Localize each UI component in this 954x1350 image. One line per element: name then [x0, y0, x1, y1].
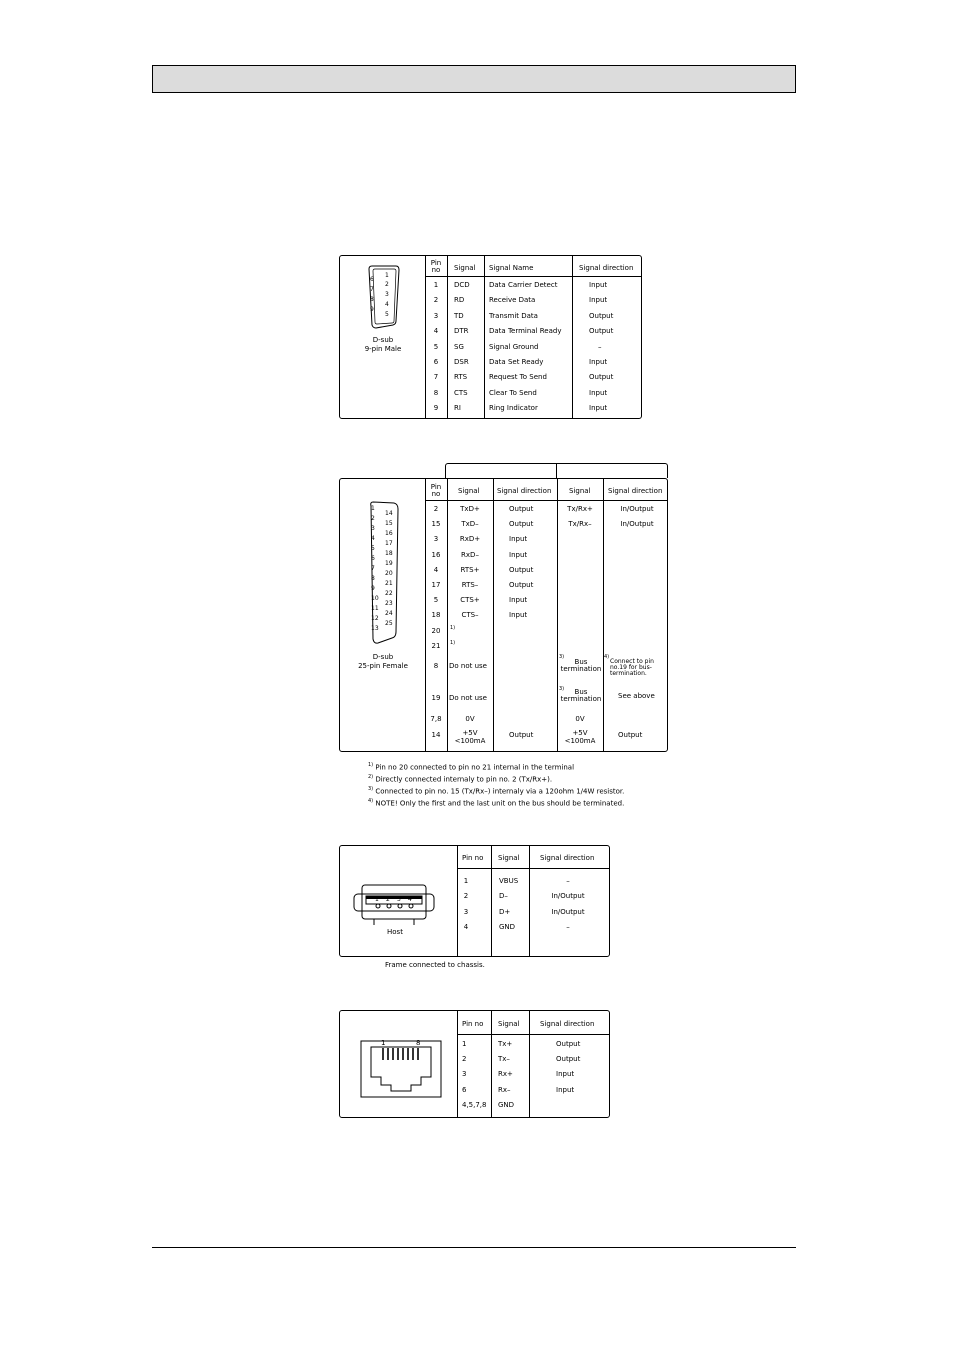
footnote-mark: 4)	[604, 654, 610, 660]
pin-label: 17	[385, 540, 393, 547]
table-cell: Output	[556, 1055, 581, 1064]
pin-label: 11	[371, 605, 379, 612]
table-cell: Input	[556, 1085, 575, 1094]
pin-label: 5	[371, 545, 375, 552]
footnote-mark: 3)	[559, 686, 565, 692]
table-cell: 2	[462, 1055, 467, 1064]
table-cell: TxD–	[461, 520, 479, 529]
column-header: Signal	[458, 487, 480, 495]
column-header: Signal	[454, 264, 476, 272]
pin-label: 24	[385, 610, 393, 617]
column-header: Signal direction	[608, 487, 663, 495]
table-cell: Transmit Data	[489, 311, 538, 320]
table-cell: 1)	[450, 639, 456, 646]
footnote: $^{4)}$ NOTE! Only the first and the last unit on the bus should be terminated.	[368, 798, 625, 808]
pin-label: 22	[385, 590, 393, 597]
table-cell: RTS	[454, 373, 468, 382]
table-cell: Input	[509, 550, 528, 559]
page-header-bar	[152, 65, 796, 93]
table-cell: Output	[556, 1040, 581, 1048]
table-cell: 1	[433, 281, 439, 289]
table-cell: Output	[589, 311, 614, 320]
table-cell: Rx+	[498, 1070, 513, 1079]
table-cell: Signal Ground	[489, 342, 539, 351]
pin-label: 5	[385, 311, 389, 318]
table-cell: 6	[433, 358, 439, 366]
pin-label: 25	[385, 620, 393, 627]
table-cell: 3	[463, 907, 469, 916]
table-cell: GND	[498, 1100, 515, 1109]
table-cell: 20	[431, 626, 441, 635]
table-cell: Data Set Ready	[489, 358, 544, 366]
pin-label: 7	[371, 565, 375, 572]
pin-label: 3	[385, 291, 389, 298]
pin-label: 13	[371, 625, 379, 632]
pin-label: 18	[385, 550, 393, 557]
pin-label: 23	[385, 600, 393, 607]
table-cell: Output	[509, 731, 534, 739]
pin-label: 8	[416, 1039, 421, 1047]
table-cell: VBUS	[499, 877, 519, 885]
footnote-mark: 3)	[559, 654, 565, 660]
table-cell: Data Carrier Detect	[489, 281, 558, 289]
table-cell: 2	[433, 505, 439, 513]
table-cell: D+	[499, 907, 511, 916]
table-cell: Input	[509, 611, 528, 620]
pin-label: 2	[386, 896, 390, 903]
table-cell: 3	[433, 535, 439, 544]
pin-label: 3	[397, 896, 401, 903]
table-cell: Tx–	[498, 1055, 510, 1064]
db25-group-tab-right	[556, 463, 668, 478]
table-cell: Tx/Rx–	[568, 520, 592, 529]
db25-pin-labels	[371, 505, 401, 645]
column-header: Pin no	[430, 483, 442, 498]
column-header: Signal	[498, 1020, 520, 1028]
pin-label: 4	[371, 535, 375, 542]
table-cell: 21	[431, 641, 441, 650]
column-header: Signal direction	[497, 487, 552, 495]
table-cell: In/Output	[620, 505, 654, 513]
pin-label: 1	[381, 1039, 386, 1047]
table-cell: Data Terminal Ready	[489, 327, 562, 336]
usb-pin-labels	[375, 896, 415, 904]
table-cell: 8	[433, 388, 439, 397]
column-header: Signal Name	[489, 264, 534, 272]
table-cell: 8	[433, 662, 439, 670]
pin-label: 12	[371, 615, 379, 622]
table-cell: Input	[589, 358, 608, 366]
column-header: Pin no	[430, 259, 442, 274]
table-cell: CTS	[454, 388, 468, 397]
usb-note: Frame connected to chassis.	[385, 961, 485, 969]
table-cell: RxD–	[461, 550, 479, 559]
pin-label: 19	[385, 560, 393, 567]
table-cell: See above	[618, 692, 655, 700]
table-cell: 16	[431, 550, 441, 559]
pin-label: 8	[371, 575, 375, 582]
table-cell: Output	[509, 520, 534, 529]
pin-label: 6	[371, 555, 375, 562]
db9-caption: D-sub 9-pin Male	[364, 336, 402, 353]
table-cell: 1	[462, 1040, 467, 1048]
pin-label: 2	[385, 281, 389, 288]
table-cell: 0V	[575, 715, 585, 723]
table-cell: Bus termination	[560, 658, 602, 673]
column-header: Signal direction	[540, 1020, 595, 1028]
table-cell: Input	[556, 1070, 575, 1079]
table-cell: Receive Data	[489, 296, 536, 305]
table-cell: RI	[454, 404, 461, 413]
pin-label: 1	[371, 505, 375, 512]
table-cell: 3	[462, 1070, 467, 1079]
table-cell: 7,8	[430, 715, 442, 723]
table-cell: GND	[499, 922, 516, 931]
table-cell: Connect to pin no.19 for bus-termination.	[610, 658, 654, 677]
table-cell: 7	[433, 373, 439, 382]
table-cell: 2	[463, 892, 469, 901]
table-cell: 14	[431, 731, 441, 739]
pin-label: 10	[371, 595, 379, 602]
table-cell: CTS+	[460, 596, 480, 605]
footnote: $^{1)}$ Pin no 20 connected to pin no 21 internal in the terminal	[368, 762, 575, 772]
db25-caption: D-sub 25-pin Female	[358, 653, 408, 670]
table-cell: 4	[463, 922, 469, 931]
table-cell: RTS–	[461, 581, 479, 589]
table-cell: Input	[589, 296, 608, 305]
column-header: Pin no	[462, 854, 484, 862]
pin-label: 20	[385, 570, 393, 577]
table-cell: Output	[589, 373, 614, 382]
table-cell: 4,5,7,8	[462, 1100, 487, 1109]
usb-pinout-table	[339, 845, 610, 957]
pin-label: 14	[385, 510, 393, 517]
table-cell: Do not use	[449, 694, 487, 702]
table-cell: Tx+	[498, 1040, 513, 1048]
table-cell: Ring Indicator	[489, 404, 538, 413]
table-cell: –	[566, 922, 570, 931]
table-cell: 15	[431, 520, 441, 529]
table-cell: 4	[433, 565, 439, 574]
table-cell: TxD+	[460, 505, 480, 513]
table-cell: Input	[589, 281, 608, 289]
pin-label: 4	[408, 896, 412, 903]
db25-group-tab-left	[445, 463, 557, 478]
column-header: Signal	[569, 487, 591, 495]
table-cell: Rx–	[498, 1085, 511, 1094]
footnote: $^{2)}$ Directly connected internaly to pin no. 2 (Tx/Rx+).	[368, 774, 553, 784]
column-header: Signal direction	[540, 854, 595, 862]
table-cell: CTS–	[461, 611, 479, 620]
table-cell: 1)	[450, 624, 456, 631]
usb-caption: Host	[387, 928, 403, 936]
pin-label: 7	[370, 286, 374, 293]
db25-pinout-table	[339, 478, 668, 752]
rj45-connector-drawing	[359, 1029, 443, 1099]
pin-label: 3	[371, 525, 375, 532]
table-cell: DCD	[454, 281, 470, 289]
pin-label: 6	[370, 276, 374, 283]
table-cell: 2	[433, 296, 439, 305]
column-header: Pin no	[462, 1020, 484, 1028]
db9-pin-labels	[370, 272, 400, 322]
table-cell: Input	[509, 596, 528, 605]
db25-footnotes	[368, 762, 688, 812]
table-cell: Output	[509, 565, 534, 574]
table-cell: TD	[454, 311, 464, 320]
pin-label: 9	[371, 585, 375, 592]
table-cell: Output	[509, 505, 534, 513]
table-cell: Input	[589, 404, 608, 413]
column-header: Signal direction	[579, 264, 634, 272]
table-cell: +5V <100mA	[564, 729, 596, 745]
table-cell: D–	[499, 892, 508, 901]
footnote: $^{3)}$ Connected to pin no. 15 (Tx/Rx–) internaly via a 120ohm 1/4W resistor.	[368, 786, 625, 796]
table-cell: 6	[462, 1085, 467, 1094]
table-cell: Do not use	[449, 662, 487, 670]
pin-label: 4	[385, 301, 389, 308]
table-cell: 3	[433, 311, 439, 320]
pin-label: 21	[385, 580, 393, 587]
table-cell: DTR	[454, 327, 469, 336]
table-cell: In/Output	[551, 907, 585, 916]
usb-connector-drawing	[352, 883, 436, 929]
pin-label: 15	[385, 520, 393, 527]
table-cell: RD	[454, 296, 465, 305]
table-cell: –	[566, 877, 570, 885]
table-cell: In/Output	[620, 520, 654, 529]
table-cell: –	[598, 342, 602, 351]
table-cell: SG	[454, 342, 464, 351]
table-cell: Input	[589, 388, 608, 397]
table-cell: 9	[433, 404, 439, 413]
table-cell: Tx/Rx+	[567, 505, 593, 513]
table-cell: Request To Send	[489, 373, 547, 382]
column-header: Signal	[498, 854, 520, 862]
pin-label: 8	[370, 296, 374, 303]
table-cell: Output	[589, 327, 614, 336]
table-cell: RxD+	[459, 535, 481, 544]
pin-label: 1	[375, 896, 379, 903]
table-cell: 4	[433, 327, 439, 336]
db9-pinout-table	[339, 255, 642, 419]
table-cell: +5V <100mA	[454, 729, 486, 745]
table-cell: Clear To Send	[489, 388, 537, 397]
table-cell: Input	[509, 535, 528, 544]
table-cell: DSR	[454, 358, 469, 366]
table-cell: 17	[431, 581, 441, 589]
table-cell: Bus termination	[560, 688, 602, 703]
table-cell: 18	[431, 611, 441, 620]
table-cell: In/Output	[551, 892, 585, 901]
table-cell: 5	[433, 342, 439, 351]
table-cell: Output	[618, 731, 643, 739]
table-cell: 19	[431, 694, 441, 702]
table-cell: 5	[433, 596, 439, 605]
table-cell: RTS+	[460, 565, 480, 574]
pin-label: 9	[370, 306, 374, 313]
pin-label: 16	[385, 530, 393, 537]
rj45-pinout-table	[339, 1010, 610, 1118]
table-cell: Output	[509, 581, 534, 589]
pin-label: 2	[371, 515, 375, 522]
page-footer-rule	[152, 1247, 796, 1248]
pin-label: 1	[385, 272, 389, 279]
table-cell: 1	[463, 877, 469, 885]
table-cell: 0V	[465, 715, 475, 723]
